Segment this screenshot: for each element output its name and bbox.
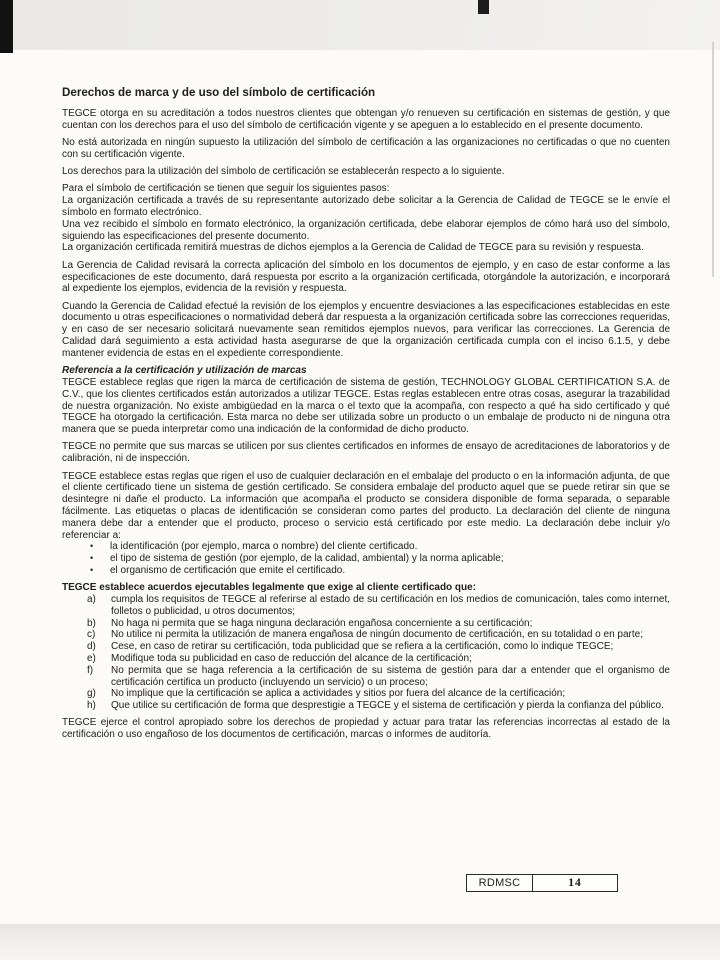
section-heading: Referencia a la certificación y utilización de marcas: [62, 365, 307, 377]
scan-edge-top: [0, 0, 720, 50]
bullet-text: el tipo de sistema de gestión (por ejemplo, de la calidad, ambiental) y la norma aplicable;: [110, 553, 504, 565]
lettered-item-b: [62, 618, 670, 630]
section-heading: TEGCE establece acuerdos ejecutables legalmente que exige al cliente certificado que:: [62, 582, 477, 594]
item-text: Modifique toda su publicidad en caso de reducción del alcance de la certificación;: [111, 652, 472, 664]
paragraph: Cuando la Gerencia de Calidad efectué la revisión de los ejemplos y encuentre desviaciones a las especificaciones establecidas en este documento u otras especificaciones o normatividad deberá dar respuesta a la organización certificada sobre las correcciones requeridas, y en caso de ser necesario solicitará nuevamente sean remitidos ejemplos nuevos, para verificar las correcciones. La Gerencia de Calidad dará seguimiento a esta actividad hasta asegurarse de que la organización certificada cumpla con el inciso 6.1.5, y debe mantener evidencia de estas en el expediente correspondiente.: [62, 300, 670, 359]
item-label: d): [87, 641, 96, 653]
scan-artifact-top-center: [478, 0, 489, 14]
footer-page-table: [466, 874, 618, 892]
bullet-item: [62, 553, 670, 565]
lettered-item-a: [62, 594, 670, 618]
lettered-item-g: [62, 688, 670, 700]
scan-artifact-right-line: [712, 42, 714, 277]
scan-artifact-top-left: [0, 0, 13, 53]
paragraph: TEGCE establece estas reglas que rigen el uso de cualquier declaración en el embalaje del producto o en la información adjunta, de que el cliente certificado tiene un sistema de gestión certificado. Se considera embalaje del producto aquel que se puede retirar sin que se desintegre ni dañe el producto. La información que acompaña el producto se considera disponible de forma separada, o separable fácilmente. Las etiquetas o placas de identificación se consideran como partes del producto. La declaración del cliente de ninguna manera debe dar a entender que el producto, proceso o servicio está certificado por este medio. La declaración debe incluir y/o referenciar a:: [62, 470, 670, 541]
paragraph: TEGCE ejerce el control apropiado sobre los derechos de propiedad y actuar para tratar las referencias incorrectas al estado de la certificación o uso engañoso de los documentos de certificación, marcas o informes de auditoría.: [62, 717, 670, 741]
item-text: Cese, en caso de retirar su certificación, toda publicidad que se refiera a la certificación, como lo indique TEGCE;: [111, 641, 614, 653]
item-label: a): [87, 593, 96, 605]
lettered-item-c: [62, 629, 670, 641]
item-label: b): [87, 617, 96, 629]
paragraph: La organización certificada a través de su representante autorizado debe solicitar a la Gerencia de Calidad de TEGCE se le envíe el símbolo en formato electrónico.: [62, 195, 670, 219]
item-text: No implique que la certificación se aplica a actividades y sitios por fuera del alcance de la certificación;: [111, 688, 566, 700]
paragraph: La organización certificada remitirá muestras de dichos ejemplos a la Gerencia de Calidad de TEGCE para su revisión y respuesta.: [62, 242, 644, 254]
footer-page-number: 14: [568, 877, 582, 889]
lettered-item-e: [62, 653, 670, 665]
paragraph: Los derechos para la utilización del símbolo de certificación se establecerán respecto a lo siguiente.: [62, 166, 505, 178]
paragraph: Una vez recibido el símbolo en formato electrónico, la organización certificada, debe elaborar ejemplos de cómo hará uso del símbolo, siguiendo las especificaciones del presente documento.: [62, 218, 670, 242]
document-body: [62, 86, 670, 741]
item-label: g): [87, 688, 96, 700]
paragraph: TEGCE no permite que sus marcas se utilicen por sus clientes certificados en informes de ensayo de acreditaciones de laboratorios y de calibración, ni de inspección.: [62, 441, 670, 465]
item-text: No haga ni permita que se haga ninguna declaración engañosa concerniente a su certificación;: [111, 617, 533, 629]
bullet-text: la identificación (por ejemplo, marca o nombre) del cliente certificado.: [110, 541, 418, 553]
item-label: h): [87, 700, 96, 712]
item-text: No permita que se haga referencia a la certificación de su sistema de gestión para dar a entender que el organismo de certificación certifica un producto (incluyendo un servicio) o un proceso;: [111, 664, 670, 688]
bullet-item: [62, 541, 670, 553]
footer-document-code: RDMSC: [467, 875, 533, 891]
scan-edge-bottom: [0, 924, 720, 960]
item-label: e): [87, 652, 96, 664]
paragraph: La Gerencia de Calidad revisará la correcta aplicación del símbolo en los documentos de ejemplo, y en caso de estar conforme a las especificaciones de este documento, dará respuesta por escrito a la organización certificada, otorgándole la autorización, e incorporará al expediente los ejemplos, evidencia de la revisión y respuesta.: [62, 259, 670, 295]
bullet-icon: •: [90, 564, 94, 575]
paragraph: TEGCE establece reglas que rigen la marca de certificación de sistema de gestión, TECHNOLOGY GLOBAL CERTIFICATION S.A. de C.V., que los clientes certificados están autorizados a utilizar TEGCE. Estas reglas establecen entre otras cosas, asegurar la trazabilidad de nuestra organización. No existe ambigüedad en la marca o el texto que la acompaña, con respecto a qué ha sido certificado y qué TEGCE ha otorgado la certificación. Esta marca no debe ser utilizada sobre un producto o un embalaje de producto ni de ninguna otra manera que se pueda interpretar como una indicación de la conformidad de dicho producto.: [62, 376, 670, 436]
paragraph: TEGCE otorga en su acreditación a todos nuestros clientes que obtengan y/o renueven su certificación en sistemas de gestión, y que cuentan con los derechos para el uso del símbolo de certificación vigente y se apeguen a lo establecido en el presente documento.: [62, 108, 670, 131]
lettered-item-d: [62, 641, 670, 653]
item-text: Que utilice su certificación de forma que desprestigie a TEGCE y el sistema de certificación y pierda la confianza del público.: [111, 700, 664, 712]
lettered-item-f: [62, 665, 670, 689]
document-blocks: [62, 108, 670, 741]
lettered-item-h: [62, 700, 670, 712]
bullet-text: el organismo de certificación que emite el certificado.: [110, 564, 346, 576]
bullet-icon: •: [90, 553, 94, 564]
bullet-item: [62, 565, 670, 577]
item-label: f): [87, 664, 94, 676]
item-label: c): [87, 629, 96, 641]
bullet-icon: •: [90, 541, 94, 552]
item-text: No utilice ni permita la utilización de manera engañosa de ningún documento de certificación, en su totalidad o en parte;: [111, 629, 643, 641]
paragraph: No está autorizada en ningún supuesto la utilización del símbolo de certificación a las organizaciones no certificadas o que no cuenten con su certificación vigente.: [62, 137, 670, 160]
document-title: Derechos de marca y de uso del símbolo de certificación: [62, 86, 376, 99]
item-text: cumpla los requisitos de TEGCE al referirse al estado de su certificación en los medios de comunicación, tales como internet, folletos o publicidad, u otros documentos;: [111, 593, 670, 617]
paragraph: Para el símbolo de certificación se tienen que seguir los siguientes pasos:: [62, 183, 390, 195]
